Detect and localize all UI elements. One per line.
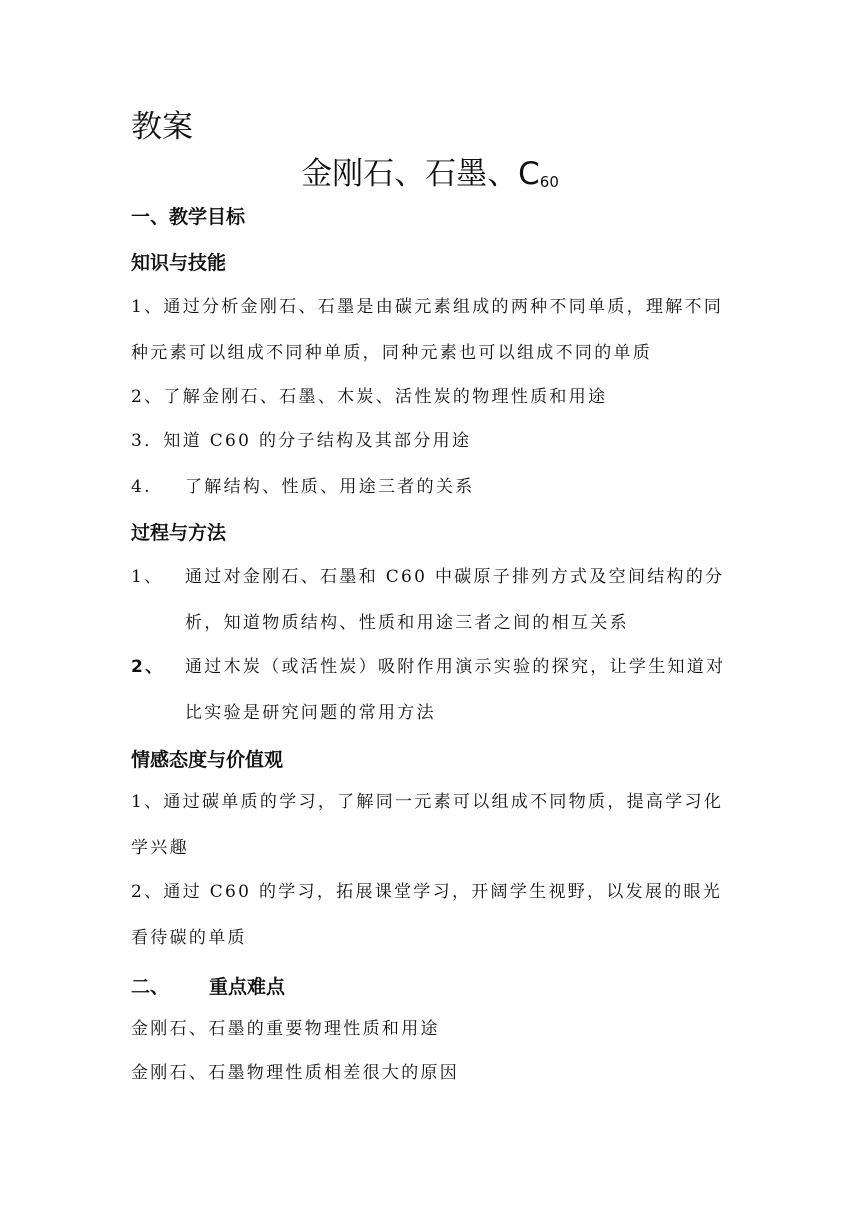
knowledge-item-4-text: 了解结构、性质、用途三者的关系	[185, 477, 475, 497]
key-point-line-2: 金刚石、石墨物理性质相差很大的原因	[131, 1063, 460, 1083]
knowledge-item-4-number: 4.	[131, 477, 152, 497]
section-teaching-objectives: 一、教学目标	[131, 206, 246, 228]
section-key-difficulties-number: 二、	[131, 976, 170, 998]
subsection-emotion-values: 情感态度与价值观	[131, 749, 284, 771]
knowledge-item-4	[131, 464, 731, 510]
subsection-knowledge-skills: 知识与技能	[131, 252, 227, 274]
knowledge-item-2: 2、了解金刚石、石墨、木炭、活性炭的物理性质和用途	[131, 387, 608, 407]
process-item-1-number: 1、	[131, 567, 164, 587]
key-point-line-1: 金刚石、石墨的重要物理性质和用途	[131, 1019, 440, 1039]
lesson-title-subscript: 60	[539, 173, 559, 191]
knowledge-item-1: 1、通过分析金刚石、石墨是由碳元素组成的两种不同单质，理解不同种元素可以组成不同种单质，同种元素也可以组成不同的单质	[131, 297, 724, 363]
lesson-title-text: 金刚石、石墨、C	[301, 156, 540, 192]
process-item-1-text: 通过对金刚石、石墨和 C60 中碳原子排列方式及空间结构的分析，知道物质结构、性质和用途三者之间的相互关系	[185, 567, 725, 633]
section-key-difficulties-label: 重点难点	[209, 976, 286, 998]
process-item-2-text: 通过木炭（或活性炭）吸附作用演示实验的探究，让学生知道对比实验是研究问题的常用方法	[185, 657, 726, 723]
process-item-2-number: 2、	[131, 657, 165, 677]
subsection-process-methods: 过程与方法	[131, 522, 227, 544]
emotion-item-1: 1、通过碳单质的学习，了解同一元素可以组成不同物质，提高学习化学兴趣	[131, 792, 724, 858]
document-heading: 教案	[131, 109, 193, 145]
process-item-2	[131, 644, 731, 736]
knowledge-item-3: 3．知道 C60 的分子结构及其部分用途	[131, 431, 472, 451]
lesson-title	[0, 152, 860, 204]
process-item-1	[131, 554, 731, 646]
section-key-difficulties	[131, 973, 285, 1001]
emotion-item-2: 2、通过 C60 的学习，拓展课堂学习，开阔学生视野，以发展的眼光看待碳的单质	[131, 882, 723, 948]
